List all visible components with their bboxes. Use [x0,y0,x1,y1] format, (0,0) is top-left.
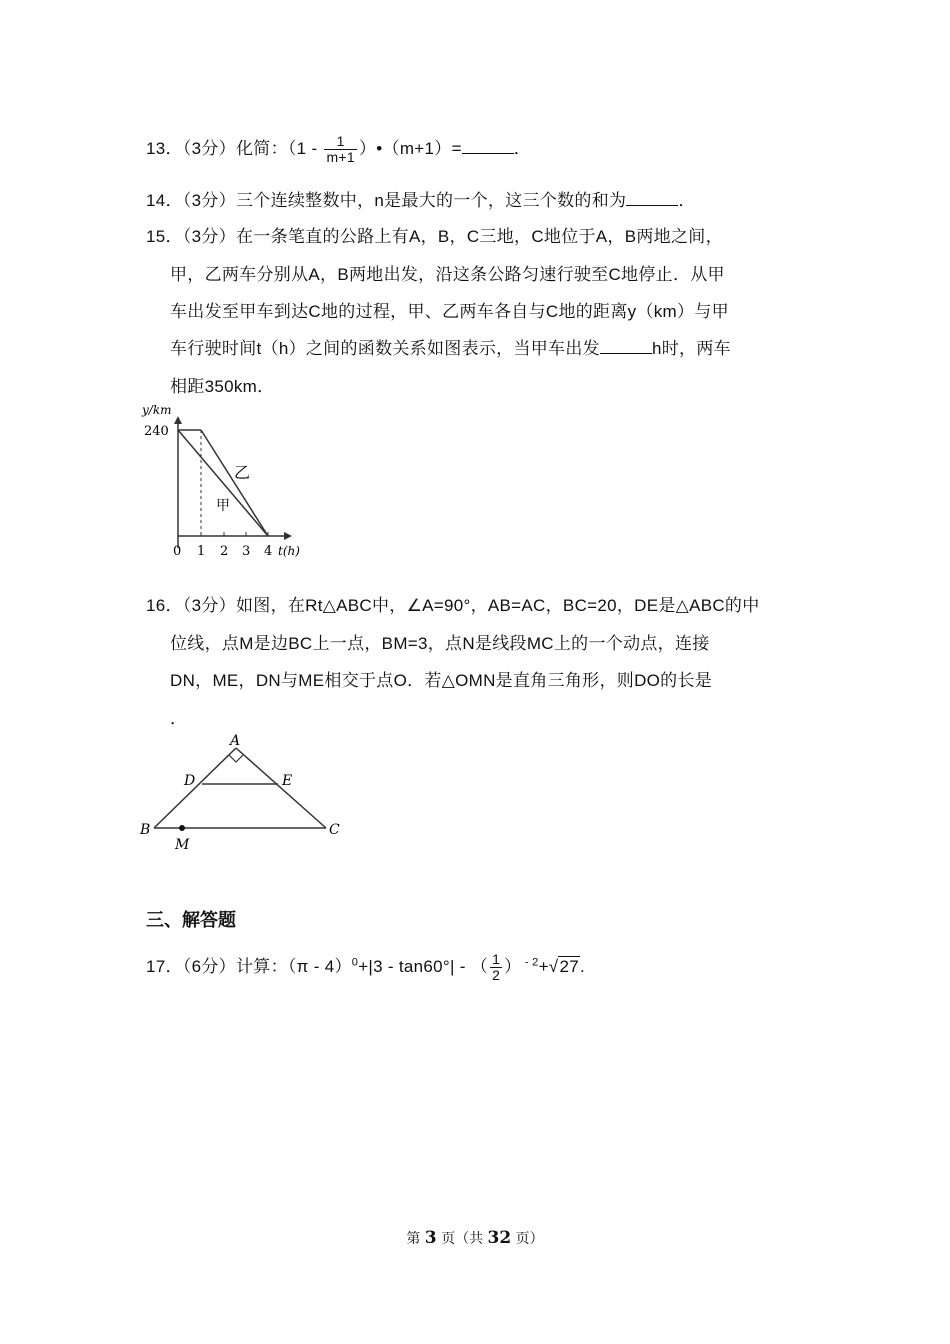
y-tick-240: 240 [144,424,169,439]
label-b: B [140,822,151,838]
label-a: A [230,733,241,749]
question-15-line-4: 车行驶时间t（h）之间的函数关系如图表示，当甲车出发 h时，两车 [170,339,731,358]
label-c: C [329,822,340,838]
x-axis-arrow [284,532,292,540]
answer-blank [600,337,652,354]
question-16-line-4: ． [170,709,188,728]
question-16-line-3: DN，ME，DN与ME相交于点O．若△OMN是直角三角形，则DO的长是 [170,671,713,690]
question-17: 17．（6分）计算：（π - 4）$^0$+|3 - tan60°| - （ $\frac{1}{2}$ ） $^{- 2}$+√27. [146,951,585,984]
question-16-line-1: 16．（3分）如图，在Rt△ABC中，∠A=90°，AB=AC，BC=20，DE是△ABC的中 [146,596,760,615]
triangle-diagram [138,732,348,857]
x-tick-2: 2 [220,544,229,559]
y-axis-label: y/km [142,403,172,417]
page-footer: 第 3 页（共 32 页） [406,1228,544,1248]
label-e: E [282,773,293,789]
line-jia [178,430,268,536]
question-15-line-5: 相距350km． [170,377,275,396]
question-15-line-3: 车出发至甲车到达C地的过程，甲、乙两车各自与C地的距离y（km）与甲 [170,302,729,321]
side-ac [236,748,326,828]
fraction-1-over-m-plus-1: $\frac{1}{m+1}$ [326,133,355,166]
answer-blank [462,137,514,154]
x-tick-0: 0 [173,544,182,559]
question-13: 13．（3分）化简：（1 - $\frac{1}{m+1}$ ）•（m+1）= ． [146,133,532,166]
question-15-line-1: 15．（3分）在一条笔直的公路上有A，B，C三地，C地位于A，B两地之间， [146,227,723,246]
answer-blank [626,189,678,206]
section-heading: 三、解答题 [146,910,236,930]
label-yi: 乙 [234,463,251,482]
question-15-line-2: 甲，乙两车分别从A，B两地出发，沿这条公路匀速行驶至C地停止．从甲 [170,265,725,284]
label-jia: 甲 [216,498,230,514]
x-tick-4: 4 [264,544,273,559]
fraction-1-over-2: $\frac{1}{2}$ [492,951,501,984]
label-m: M [175,837,190,853]
x-tick-1: 1 [197,544,206,559]
x-tick-3: 3 [242,544,251,559]
line-yi [201,430,268,536]
question-16-line-2: 位线，点M是边BC上一点，BM=3，点N是线段MC上的一个动点，连接 [170,634,710,653]
y-axis-arrow [174,416,182,424]
distance-time-graph [140,400,320,565]
label-d: D [184,773,196,789]
square-root: √27 [548,957,579,976]
question-14: 14．（3分）三个连续整数中，n是最大的一个，这三个数的和为 ． [146,191,696,210]
point-m [179,825,185,831]
right-angle-mark [229,755,243,762]
x-axis-label: t(h) [278,544,300,558]
